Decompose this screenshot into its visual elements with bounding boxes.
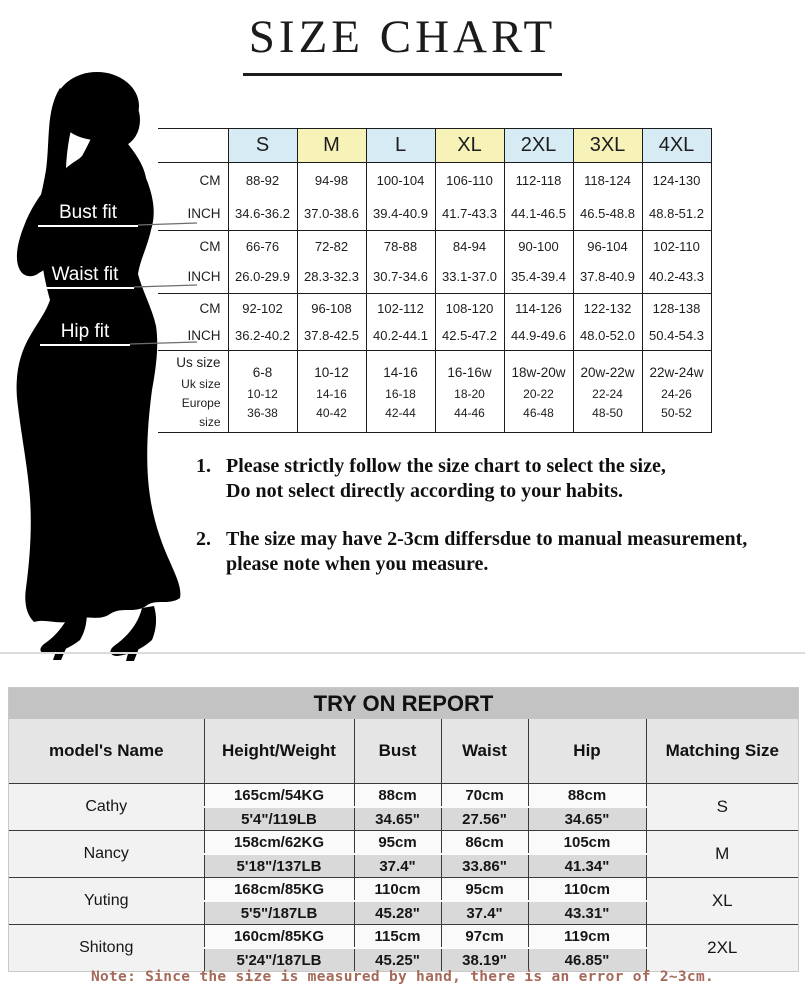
col-matching-size: Matching Size xyxy=(646,719,798,784)
tryon-cell: 45.25" xyxy=(354,948,441,971)
model-row xyxy=(9,878,798,902)
matching-size: S xyxy=(646,784,798,831)
title-wrap xyxy=(0,10,805,76)
size-cell xyxy=(504,351,573,433)
span-node: 46.5-48.8 xyxy=(580,205,635,221)
tryon-cell: 27.56" xyxy=(441,807,528,831)
model-name: Nancy xyxy=(9,831,204,878)
span-node: Uk size xyxy=(181,377,221,391)
size-cell xyxy=(297,163,366,231)
size-cell xyxy=(642,351,711,433)
size-cell xyxy=(228,351,297,433)
span-node: 18w-20w xyxy=(511,364,566,380)
matching-size: 2XL xyxy=(646,925,798,972)
size-cell xyxy=(642,163,711,231)
span-node: CM xyxy=(199,239,221,254)
size-cell xyxy=(573,231,642,294)
span-node: 20w-22w xyxy=(580,364,635,380)
tryon-cell: 37.4" xyxy=(441,901,528,925)
size-cell xyxy=(573,294,642,351)
span-node: 40-42 xyxy=(316,405,347,420)
model-name: Yuting xyxy=(9,878,204,925)
size-cell xyxy=(435,163,504,231)
tryon-cell: 5'4"/119LB xyxy=(204,807,354,831)
matching-size: M xyxy=(646,831,798,878)
intl-size-label-cell xyxy=(158,351,228,433)
bust-fit-label: Bust fit xyxy=(58,202,118,223)
size-col-l: L xyxy=(366,129,435,163)
note-text xyxy=(226,454,666,504)
span-node: 102-110 xyxy=(653,239,700,254)
size-cell xyxy=(435,351,504,433)
span-node: 24-26 xyxy=(661,386,692,401)
size-cell xyxy=(297,231,366,294)
tryon-cell: 110cm xyxy=(528,878,646,902)
span-node: 10-12 xyxy=(314,364,349,380)
size-cell xyxy=(435,231,504,294)
col-model-name: model's Name xyxy=(9,719,204,784)
span-node: 106-110 xyxy=(446,172,493,188)
hip-fit-label: Hip fit xyxy=(60,321,110,342)
size-cell xyxy=(297,294,366,351)
span-node: 128-138 xyxy=(652,301,701,316)
span-node: 37.8-42.5 xyxy=(304,328,359,343)
tryon-cell: 115cm xyxy=(354,925,441,949)
tryon-cell: 88cm xyxy=(354,784,441,808)
tryon-cell: 33.86" xyxy=(441,854,528,878)
span-node: 37.0-38.6 xyxy=(304,205,359,221)
span-node: 96-108 xyxy=(311,301,352,316)
span-node: 36.2-40.2 xyxy=(235,328,290,343)
span-node: 40.2-43.3 xyxy=(649,269,704,284)
unit-label-cell xyxy=(158,163,228,231)
span-node: 35.4-39.4 xyxy=(511,269,566,284)
span-node: 40.2-44.1 xyxy=(373,328,428,343)
span-node: 14-16 xyxy=(316,386,347,401)
tryon-cell: 37.4" xyxy=(354,854,441,878)
size-cell xyxy=(228,163,297,231)
col-height-weight: Height/Weight xyxy=(204,719,354,784)
span-node: 22-24 xyxy=(592,386,623,401)
bust-row xyxy=(158,163,711,231)
tryon-cell: 5'5"/187LB xyxy=(204,901,354,925)
span-node: 30.7-34.6 xyxy=(373,269,428,284)
span-node: 28.3-32.3 xyxy=(304,269,359,284)
span-node: 22w-24w xyxy=(649,364,704,380)
col-bust: Bust xyxy=(354,719,441,784)
span-node: INCH xyxy=(187,205,221,221)
size-cell xyxy=(366,163,435,231)
model-row xyxy=(9,831,798,855)
measurement-note: Note: Since the size is measured by hand, there is an error of 2~3cm. xyxy=(90,969,715,985)
notes xyxy=(196,454,786,600)
tryon-cell: 41.34" xyxy=(528,854,646,878)
span-node: 108-120 xyxy=(445,301,494,316)
note-text xyxy=(226,527,747,577)
model-name: Cathy xyxy=(9,784,204,831)
span-node: Us size xyxy=(176,355,221,370)
tryon-cell: 34.65" xyxy=(354,807,441,831)
model-name: Shitong xyxy=(9,925,204,972)
tryon-cell: 110cm xyxy=(354,878,441,902)
tryon-cell: 95cm xyxy=(354,831,441,855)
size-cell xyxy=(504,294,573,351)
size-cell xyxy=(228,231,297,294)
try-on-title: TRY ON REPORT xyxy=(9,688,798,719)
span-node: 102-112 xyxy=(377,301,424,316)
span-node: Europe size xyxy=(181,396,221,429)
col-waist: Waist xyxy=(441,719,528,784)
tryon-cell: 165cm/54KG xyxy=(204,784,354,808)
size-col-s: S xyxy=(228,129,297,163)
span-node: 46-48 xyxy=(523,405,554,420)
tryon-cell: 43.31" xyxy=(528,901,646,925)
model-row xyxy=(9,925,798,949)
span-node: 78-88 xyxy=(383,239,418,254)
span-node: 100-104 xyxy=(376,172,425,188)
span-node: CM xyxy=(199,172,221,188)
span-node: 112-118 xyxy=(515,172,562,188)
span-node: INCH xyxy=(187,269,221,284)
span-node: 88-92 xyxy=(245,172,280,188)
tryon-cell: 105cm xyxy=(528,831,646,855)
tryon-cell: 34.65" xyxy=(528,807,646,831)
size-col-4xl: 4XL xyxy=(642,129,711,163)
tryon-cell: 158cm/62KG xyxy=(204,831,354,855)
note-number: 2. xyxy=(196,528,211,550)
span-node: 94-98 xyxy=(314,172,349,188)
span-node: 37.8-40.9 xyxy=(580,269,635,284)
size-chart-table xyxy=(158,128,712,433)
span-node: 26.0-29.9 xyxy=(235,269,290,284)
size-cell xyxy=(228,294,297,351)
span-node: 39.4-40.9 xyxy=(373,205,428,221)
div-node: The size may have 2-3cm differsdue to manual measurement, xyxy=(226,528,748,550)
span-node: 50.4-54.3 xyxy=(649,328,704,343)
try-on-report xyxy=(8,687,799,972)
span-node: 124-130 xyxy=(652,172,701,188)
unit-label-cell xyxy=(158,294,228,351)
tbody-node xyxy=(9,784,798,972)
span-node: INCH xyxy=(187,328,221,343)
span-node: 6-8 xyxy=(252,364,273,380)
try-on-header-row xyxy=(9,719,798,784)
span-node: 72-82 xyxy=(314,239,349,254)
size-cell xyxy=(504,163,573,231)
span-node: 41.7-43.3 xyxy=(442,205,497,221)
span-node: 48.0-52.0 xyxy=(580,328,635,343)
span-node: 44-46 xyxy=(454,405,485,420)
corner-cell xyxy=(158,129,228,163)
size-col-3xl: 3XL xyxy=(573,129,642,163)
span-node: 42-44 xyxy=(385,405,416,420)
span-node: 90-100 xyxy=(518,239,559,254)
size-cell xyxy=(435,294,504,351)
section-divider xyxy=(0,652,805,654)
waist-row xyxy=(158,231,711,294)
tryon-cell: 38.19" xyxy=(441,948,528,971)
tryon-cell: 88cm xyxy=(528,784,646,808)
span-node: 50-52 xyxy=(661,405,692,420)
silhouette-shape xyxy=(17,72,181,661)
size-col-xl: XL xyxy=(435,129,504,163)
div-node: please note when you measure. xyxy=(226,553,489,575)
span-node: 84-94 xyxy=(452,239,487,254)
tryon-cell: 95cm xyxy=(441,878,528,902)
size-cell xyxy=(366,351,435,433)
span-node: 92-102 xyxy=(242,301,283,316)
span-node: 118-124 xyxy=(584,172,631,188)
tryon-cell: 5'24"/187LB xyxy=(204,948,354,971)
span-node: 44.9-49.6 xyxy=(511,328,566,343)
tryon-cell: 168cm/85KG xyxy=(204,878,354,902)
span-node: 66-76 xyxy=(245,239,280,254)
span-node: 114-126 xyxy=(515,301,562,316)
tbody-node xyxy=(158,129,711,433)
span-node: 96-104 xyxy=(587,239,628,254)
size-cell xyxy=(642,231,711,294)
span-node: 18-20 xyxy=(454,386,485,401)
thead-node xyxy=(9,719,798,784)
tryon-cell: 46.85" xyxy=(528,948,646,971)
size-col-m: M xyxy=(297,129,366,163)
note-number: 1. xyxy=(196,455,211,477)
tryon-cell: 45.28" xyxy=(354,901,441,925)
intl-sizes-row xyxy=(158,351,711,433)
unit-label-cell xyxy=(158,231,228,294)
div-node: Do not select directly according to your habits. xyxy=(226,480,624,502)
size-cell xyxy=(366,294,435,351)
span-node: 34.6-36.2 xyxy=(235,205,290,221)
tryon-cell: 5'18"/137LB xyxy=(204,854,354,878)
tryon-cell: 160cm/85KG xyxy=(204,925,354,949)
size-col-2xl: 2XL xyxy=(504,129,573,163)
span-node: CM xyxy=(199,301,221,316)
tryon-cell: 86cm xyxy=(441,831,528,855)
span-node: 33.1-37.0 xyxy=(442,269,497,284)
span-node: 44.1-46.5 xyxy=(511,205,566,221)
waist-fit-label: Waist fit xyxy=(51,264,119,285)
span-node: 16-16w xyxy=(447,364,492,380)
span-node: 20-22 xyxy=(523,386,554,401)
col-hip: Hip xyxy=(528,719,646,784)
size-header-row xyxy=(158,129,711,163)
span-node: 36-38 xyxy=(247,405,278,420)
model-row xyxy=(9,784,798,808)
tryon-cell: 70cm xyxy=(441,784,528,808)
tryon-cell: 119cm xyxy=(528,925,646,949)
span-node: 16-18 xyxy=(385,386,416,401)
page-title: SIZE CHART xyxy=(243,10,562,76)
span-node: 122-132 xyxy=(583,301,632,316)
tryon-cell: 97cm xyxy=(441,925,528,949)
try-on-table xyxy=(9,719,798,971)
div-node: Please strictly follow the size chart to select the size, xyxy=(226,455,666,477)
span-node: 42.5-47.2 xyxy=(442,328,497,343)
size-cell xyxy=(573,351,642,433)
span-node: 14-16 xyxy=(383,364,418,380)
size-cell xyxy=(642,294,711,351)
hip-row xyxy=(158,294,711,351)
note-2 xyxy=(196,527,786,577)
size-cell xyxy=(504,231,573,294)
size-cell xyxy=(573,163,642,231)
note-1 xyxy=(196,454,786,504)
matching-size: XL xyxy=(646,878,798,925)
span-node: 10-12 xyxy=(247,386,278,401)
span-node: 48.8-51.2 xyxy=(649,205,704,221)
span-node: 48-50 xyxy=(592,405,623,420)
size-cell xyxy=(366,231,435,294)
size-cell xyxy=(297,351,366,433)
